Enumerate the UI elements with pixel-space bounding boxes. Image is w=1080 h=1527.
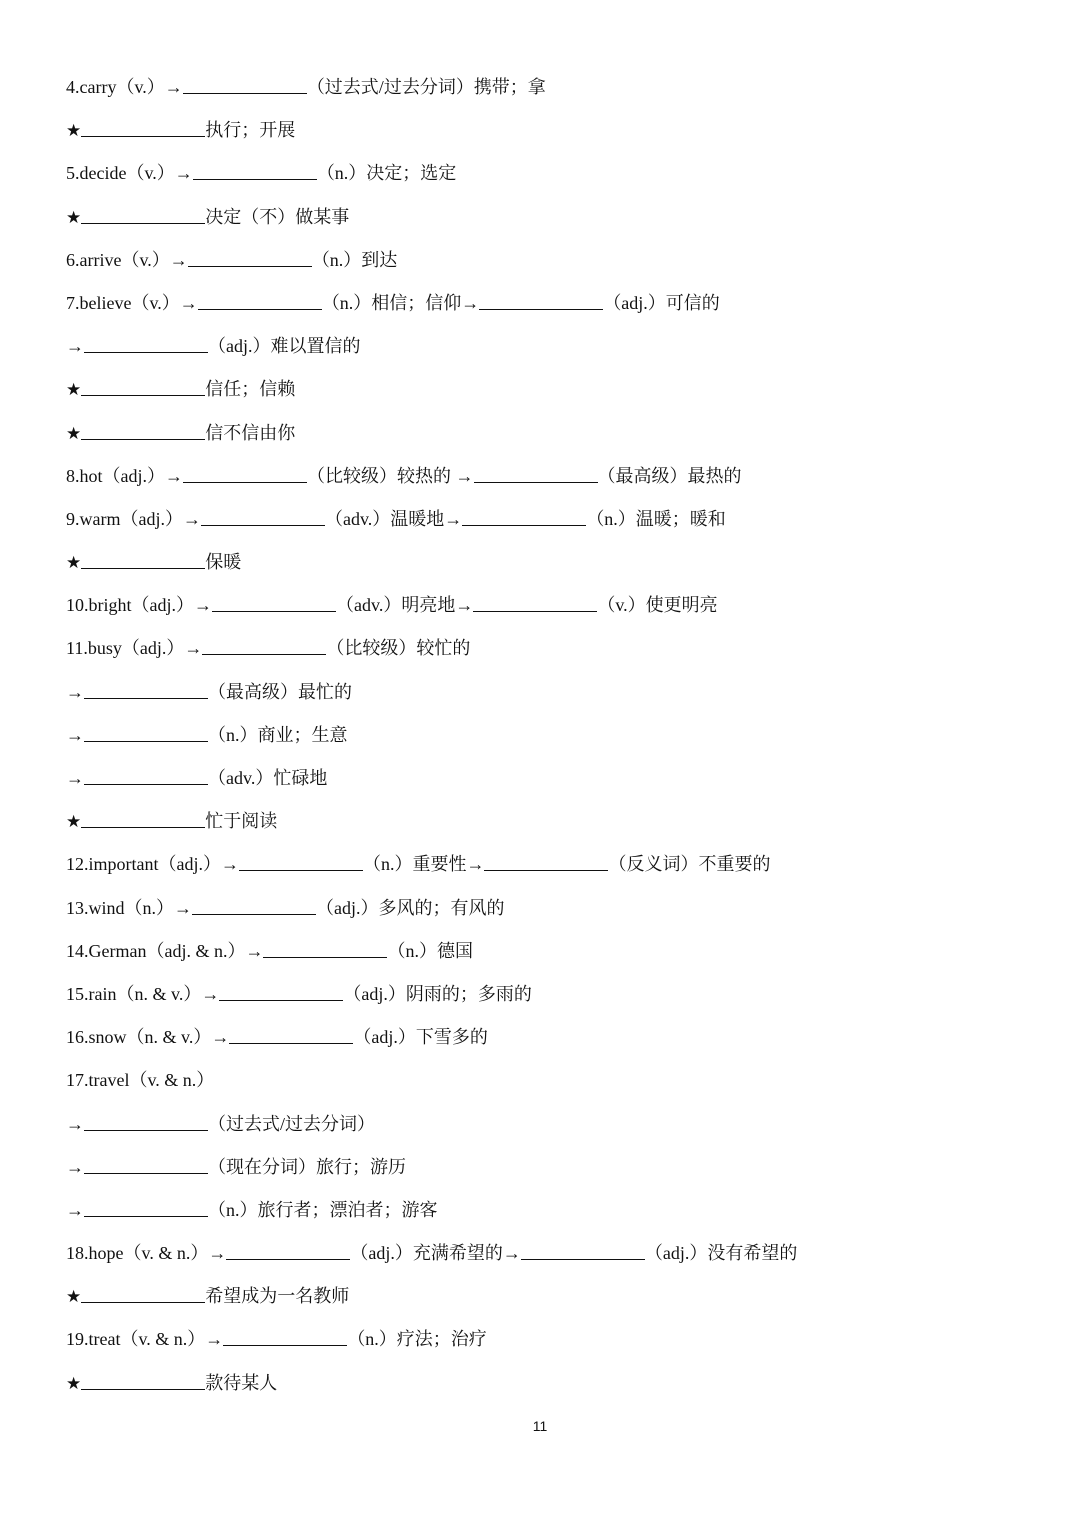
star-marker: ★ [66,121,82,142]
answer-blank[interactable] [239,850,363,871]
answer-blank[interactable] [462,505,586,526]
answer-blank[interactable] [81,807,205,828]
exercise-line [66,412,1026,455]
exercise-line [66,109,1026,152]
prompt-text: 18.hope（v. & n.）→ [66,1243,227,1264]
prompt-text: （adj.）阴雨的；多雨的 [343,983,532,1004]
star-marker: ★ [66,1287,82,1308]
answer-blank[interactable] [81,419,205,440]
exercise-line [66,714,1026,757]
answer-blank[interactable] [212,591,336,612]
exercise-line [66,1059,1026,1102]
prompt-text: → [66,681,84,702]
prompt-text: （n.）相信；信仰→ [321,292,480,313]
prompt-text: 4.carry（v.）→ [66,77,183,97]
prompt-text: （adv.）忙碌地 [208,768,328,788]
answer-blank[interactable] [84,764,208,785]
prompt-text: （n.）旅行者；漂泊者；游客 [208,1199,438,1220]
prompt-text: 14.German（adj. & n.）→ [66,940,264,961]
prompt-text: （n.）疗法；治疗 [347,1329,487,1350]
answer-blank[interactable] [226,1239,350,1260]
prompt-text: 6.arrive（v.）→ [66,249,188,270]
answer-blank[interactable] [193,159,317,180]
answer-blank[interactable] [81,548,205,569]
prompt-text: （adv.）明亮地→ [336,595,474,616]
answer-blank[interactable] [479,289,603,310]
prompt-text: → [66,768,84,788]
answer-blank[interactable] [84,1110,208,1131]
prompt-text: 10.bright（adj.）→ [66,595,212,616]
prompt-text: （n.）决定；选定 [316,163,457,184]
exercise-line [66,887,1026,930]
prompt-text: （n.）商业；生意 [208,724,348,745]
answer-blank[interactable] [263,937,387,958]
exercise-line [66,1016,1026,1059]
answer-blank[interactable] [188,246,312,267]
prompt-text: （adj.）多风的；有风的 [316,897,505,918]
answer-blank[interactable] [81,116,205,137]
prompt-text: （n.）重要性→ [362,854,485,875]
prompt-text: （adj.）下雪多的 [353,1027,488,1048]
prompt-text: （比较级）较忙的 [326,638,471,659]
prompt-text: （n.）德国 [387,940,473,961]
exercise-line [66,455,1026,498]
prompt-text: （adj.）难以置信的 [208,336,361,357]
answer-blank[interactable] [183,462,307,483]
prompt-text: （adj.）没有希望的 [644,1243,798,1264]
exercise-line [66,368,1026,411]
prompt-text: （n.）温暖；暖和 [586,508,726,529]
star-marker: ★ [66,380,82,401]
exercise-line [66,757,1026,800]
prompt-text: （反义词）不重要的 [608,854,771,875]
answer-blank[interactable] [81,203,205,224]
answer-blank[interactable] [219,980,343,1001]
exercise-line [66,541,1026,584]
page-number: 11 [532,1418,548,1434]
prompt-text: （adj.）可信的 [603,292,720,313]
star-marker: ★ [66,1373,82,1394]
exercise-line [66,1103,1026,1146]
answer-blank[interactable] [198,289,322,310]
prompt-text: （最高级）最热的 [597,465,742,486]
exercise-line [66,152,1026,195]
exercise-list [66,66,1026,1405]
prompt-text: （n.）到达 [311,249,398,270]
exercise-line [66,843,1026,886]
prompt-text: （现在分词）旅行；游历 [208,1156,406,1177]
answer-blank[interactable] [81,1369,205,1390]
exercise-line [66,627,1026,670]
exercise-line [66,1275,1026,1318]
exercise-line [66,1362,1026,1405]
exercise-line [66,1189,1026,1232]
answer-blank[interactable] [473,591,597,612]
prompt-text: → [66,336,84,357]
prompt-text: → [66,1156,84,1177]
answer-blank[interactable] [84,678,208,699]
prompt-text: （最高级）最忙的 [208,681,352,702]
prompt-text: （adj.）充满希望的→ [350,1243,521,1264]
answer-blank[interactable] [84,721,208,742]
prompt-text: 19.treat（v. & n.）→ [66,1329,224,1350]
exercise-line [66,1232,1026,1275]
prompt-text: 信不信由你 [205,422,296,443]
prompt-text: 信任；信赖 [205,379,296,400]
answer-blank[interactable] [201,505,325,526]
prompt-text: 12.important（adj.）→ [66,854,239,875]
prompt-text: （比较级）较热的 → [307,465,474,486]
prompt-text: 5.decide（v.）→ [66,163,193,184]
exercise-line [66,671,1026,714]
prompt-text: （过去式/过去分词）携带；拿 [306,77,546,97]
exercise-line [66,66,1026,109]
prompt-text: （过去式/过去分词） [208,1113,376,1134]
prompt-text: 11.busy（adj.）→ [66,638,203,659]
star-marker: ★ [66,812,82,833]
exercise-line [66,800,1026,843]
prompt-text: → [66,1199,84,1220]
exercise-line [66,196,1026,239]
prompt-text: → [66,1113,84,1134]
prompt-text: 17.travel（v. & n.） [66,1070,215,1091]
exercise-line [66,498,1026,541]
exercise-line [66,325,1026,368]
answer-blank[interactable] [84,1196,208,1217]
prompt-text: 款待某人 [205,1372,278,1393]
answer-blank[interactable] [84,332,208,353]
answer-blank[interactable] [223,1325,347,1346]
star-marker: ★ [66,553,82,574]
star-marker: ★ [66,207,82,228]
star-marker: ★ [66,423,82,444]
answer-blank[interactable] [84,1153,208,1174]
exercise-line [66,1146,1026,1189]
answer-blank[interactable] [81,375,205,396]
prompt-text: （v.）使更明亮 [597,595,718,616]
answer-blank[interactable] [192,894,316,915]
exercise-line [66,282,1026,325]
prompt-text: 8.hot（adj.）→ [66,465,183,486]
answer-blank[interactable] [474,462,598,483]
prompt-text: → [66,724,84,745]
prompt-text: 保暖 [205,552,242,573]
prompt-text: 7.believe（v.）→ [66,292,198,313]
answer-blank[interactable] [202,634,326,655]
prompt-text: （adv.）温暖地→ [324,508,463,529]
prompt-text: 决定（不）做某事 [205,206,350,227]
prompt-text: 忙于阅读 [205,811,278,832]
answer-blank[interactable] [183,73,307,94]
exercise-line [66,584,1026,627]
answer-blank[interactable] [81,1282,205,1303]
answer-blank[interactable] [484,850,608,871]
prompt-text: 15.rain（n. & v.）→ [66,983,220,1004]
answer-blank[interactable] [521,1239,645,1260]
exercise-line [66,973,1026,1016]
prompt-text: 16.snow（n. & v.）→ [66,1027,230,1048]
prompt-text: 执行；开展 [205,120,296,141]
exercise-line [66,239,1026,282]
exercise-line [66,930,1026,973]
exercise-line [66,1318,1026,1361]
prompt-text: 9.warm（adj.）→ [66,508,201,529]
prompt-text: 希望成为一名教师 [205,1286,350,1307]
answer-blank[interactable] [229,1023,353,1044]
prompt-text: 13.wind（n.）→ [66,897,192,918]
